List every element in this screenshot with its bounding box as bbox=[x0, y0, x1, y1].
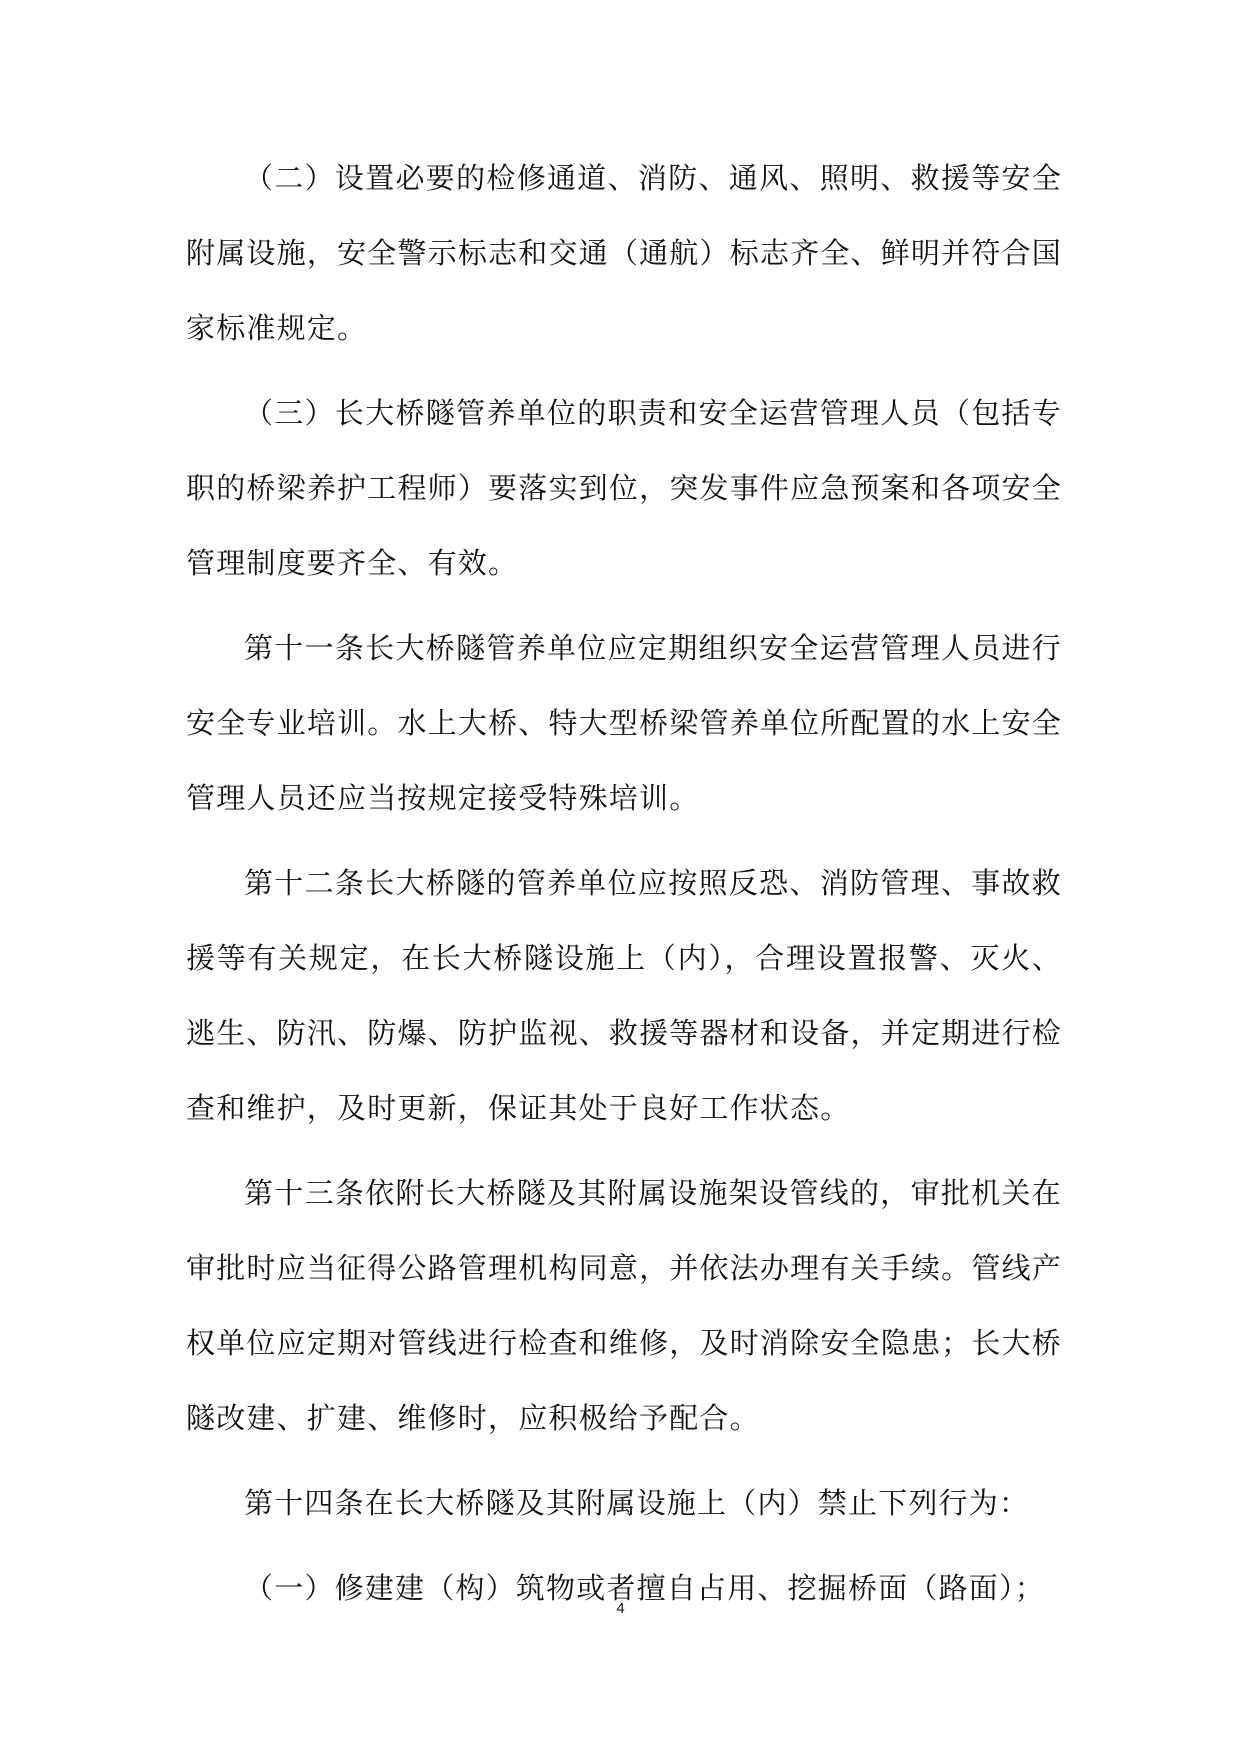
page-number: 4 bbox=[616, 1600, 625, 1617]
document-body bbox=[186, 141, 1062, 1636]
paragraph-item-2: （二）设置必要的检修通道、消防、通风、照明、救援等安全附属设施，安全警示标志和交通（通航）标志齐全、鲜明并符合国家标准规定。 bbox=[186, 161, 1062, 345]
paragraph-article-13: 第十三条依附长大桥隧及其附属设施架设管线的，审批机关在审批时应当征得公路管理机构同意，并依法办理有关手续。管线产权单位应定期对管线进行检查和维修，及时消除安全隐患；长大桥隧改建、扩建、维修时，应积极给予配合。 bbox=[186, 1176, 1062, 1435]
paragraph-article-11: 第十一条长大桥隧管养单位应定期组织安全运营管理人员进行安全专业培训。水上大桥、特大型桥梁管养单位所配置的水上安全管理人员还应当按规定接受特殊培训。 bbox=[186, 631, 1062, 815]
paragraph-article-12: 第十二条长大桥隧的管养单位应按照反恐、消防管理、事故救援等有关规定，在长大桥隧设施上（内），合理设置报警、灭火、逃生、防汛、防爆、防护监视、救援等器材和设备，并定期进行检查和维护，及时更新，保证其处于良好工作状态。 bbox=[186, 866, 1062, 1125]
paragraph-article-14-item-1: （一）修建建（构）筑物或者擅自占用、挖掘桥面（路面）； bbox=[244, 1571, 1045, 1605]
paragraph-item-3: （三）长大桥隧管养单位的职责和安全运营管理人员（包括专职的桥梁养护工程师）要落实到位，突发事件应急预案和各项安全管理制度要齐全、有效。 bbox=[186, 396, 1062, 580]
paragraph-article-14: 第十四条在长大桥隧及其附属设施上（内）禁止下列行为： bbox=[244, 1486, 1030, 1520]
